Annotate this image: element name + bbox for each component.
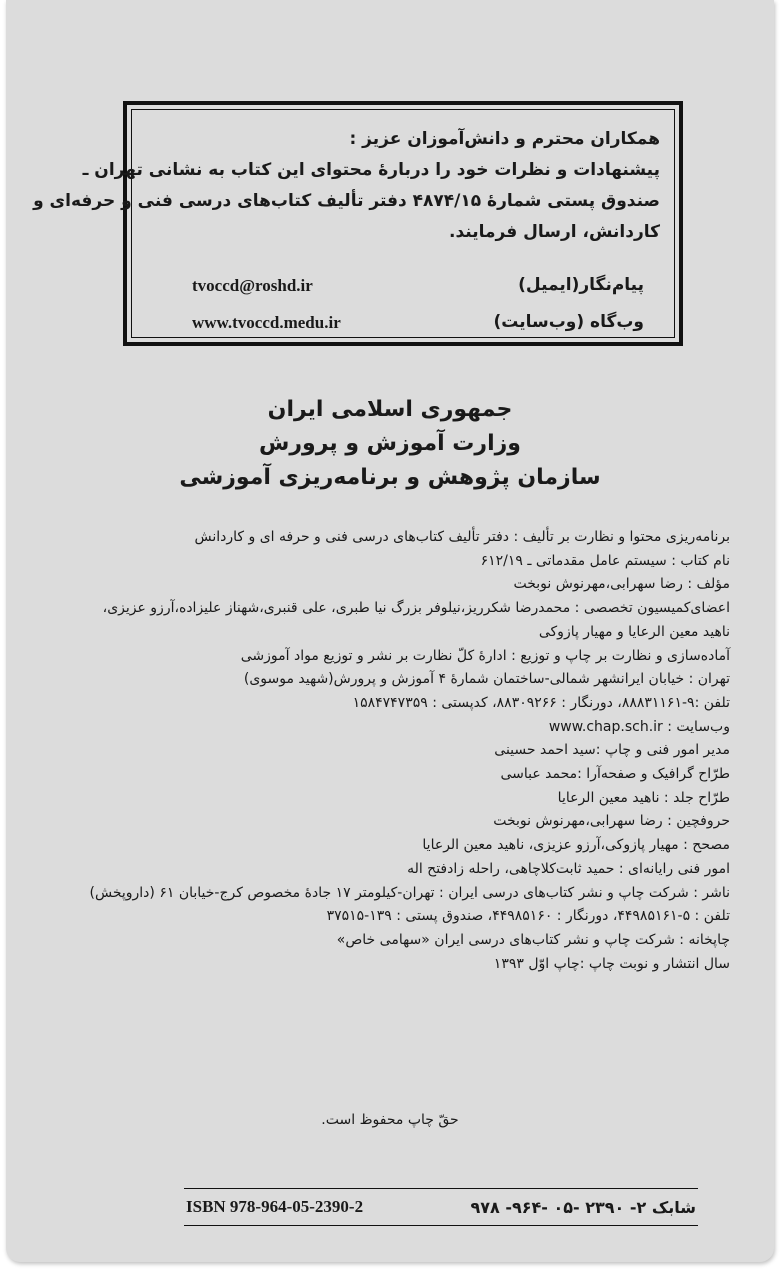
credit-line: ناشر : شرکت چاپ و نشر کتاب‌های درسی ایران : تهران-کیلومتر ۱۷ جادهٔ مخصوص کرج-خیابان ۶۱ (داروپخش) bbox=[89, 884, 730, 901]
credit-line: مؤلف : رضا سهرابی،مهرنوش نوبخت bbox=[513, 576, 730, 593]
institution-heading bbox=[6, 393, 774, 495]
credit-line: اعضای‌کمیسیون تخصصی : محمدرضا شکرریز،نیلوفر بزرگ نیا طبری، علی قنبری،شهناز علیزاده،آرزو عزیزی، bbox=[102, 600, 730, 617]
website-row bbox=[192, 307, 644, 338]
heading-line-2: وزارت آموزش و پرورش bbox=[259, 431, 521, 456]
credit-line: تهران : خیابان ایرانشهر شمالی-ساختمان شمارهٔ ۴ آموزش و پرورش(شهید موسوی) bbox=[243, 671, 730, 688]
credit-line: طرّاح گرافیک و صفحه‌آرا :محمد عباسی bbox=[500, 766, 730, 783]
feedback-notice bbox=[33, 109, 675, 338]
email-label: پیام‌نگار(ایمیل) bbox=[518, 275, 644, 295]
notice-line-4: کاردانش، ارسال فرمایند. bbox=[449, 222, 660, 242]
credit-line: برنامه‌ریزی محتوا و نظارت بر تألیف : دفتر تألیف کتاب‌های درسی فنی و حرفه ای و کاردانش bbox=[194, 529, 730, 545]
notice-line-2: پیشنهادات و نظرات خود را دربارهٔ محتوای این کتاب به نشانی تهران ـ bbox=[82, 160, 660, 180]
isbn-persian: شابک ۲- ۲۳۹۰ -۰۵ -۹۶۴- ۹۷۸ bbox=[470, 1197, 696, 1217]
credit-line: طرّاح جلد : ناهید معین الرعایا bbox=[557, 789, 730, 806]
book-page bbox=[6, 0, 774, 1262]
email-link[interactable]: tvoccd@roshd.ir bbox=[192, 276, 313, 295]
isbn-bar bbox=[184, 1188, 698, 1226]
credit-line: چاپخانه : شرکت چاپ و نشر کتاب‌های درسی ایران «سهامی خاص» bbox=[336, 931, 730, 948]
notice-line-1: همکاران محترم و دانش‌آموزان عزیز : bbox=[349, 129, 660, 149]
credit-line: تلفن :۹-۸۸۸۳۱۱۶۱، دورنگار : ۸۸۳۰۹۲۶۶، کدپستی : ۱۵۸۴۷۴۷۳۵۹ bbox=[352, 694, 730, 711]
credit-line: حروفچین : رضا سهرابی،مهرنوش نوبخت bbox=[493, 813, 730, 830]
website-link[interactable]: www.tvoccd.medu.ir bbox=[192, 313, 341, 332]
heading-line-3: سازمان پژوهش و برنامه‌ریزی آموزشی bbox=[179, 465, 601, 490]
credit-line: مدیر امور فنی و چاپ :سید احمد حسینی bbox=[494, 742, 730, 759]
credit-line: وب‌سایت : www.chap.sch.ir bbox=[548, 718, 730, 735]
credit-line: نام کتاب : سیستم عامل مقدماتی ـ ۶۱۲/۱۹ bbox=[480, 552, 730, 569]
credit-line: امور فنی رایانه‌ای : حمید ثابت‌کلاچاهی، راحله زادفتح اله bbox=[407, 860, 730, 877]
copyright-notice: حقّ چاپ محفوظ است. bbox=[321, 1112, 459, 1128]
website-label: وب‌گاه (وب‌سایت) bbox=[493, 312, 644, 332]
notice-line-3: صندوق پستی شمارهٔ ۴۸۷۴/۱۵ دفتر تألیف کتاب‌های درسی فنی و حرفه‌ای و bbox=[33, 191, 660, 211]
heading-line-1: جمهوری اسلامی ایران bbox=[267, 397, 513, 422]
book-credits bbox=[30, 526, 730, 976]
credit-line: آماده‌سازی و نظارت بر چاپ و توزیع : ادارهٔ کلّ نظارت بر نشر و توزیع مواد آموزشی bbox=[240, 647, 730, 664]
feedback-notice-box bbox=[33, 101, 683, 346]
email-row bbox=[192, 270, 644, 301]
credit-line: سال انتشار و نوبت چاپ :چاپ اوّل ۱۳۹۳ bbox=[493, 955, 730, 972]
credit-line: ناهید معین الرعایا و مهیار پازوکی bbox=[538, 623, 730, 640]
isbn-latin: ISBN 978-964-05-2390-2 bbox=[186, 1197, 364, 1216]
credit-line: تلفن : ۵-۴۴۹۸۵۱۶۱، دورنگار : ۴۴۹۸۵۱۶۰، صندوق پستی : ۱۳۹-۳۷۵۱۵ bbox=[326, 908, 730, 925]
credit-line: مصحح : مهیار پازوکی،آرزو عزیزی، ناهید معین الرعایا bbox=[422, 837, 730, 854]
